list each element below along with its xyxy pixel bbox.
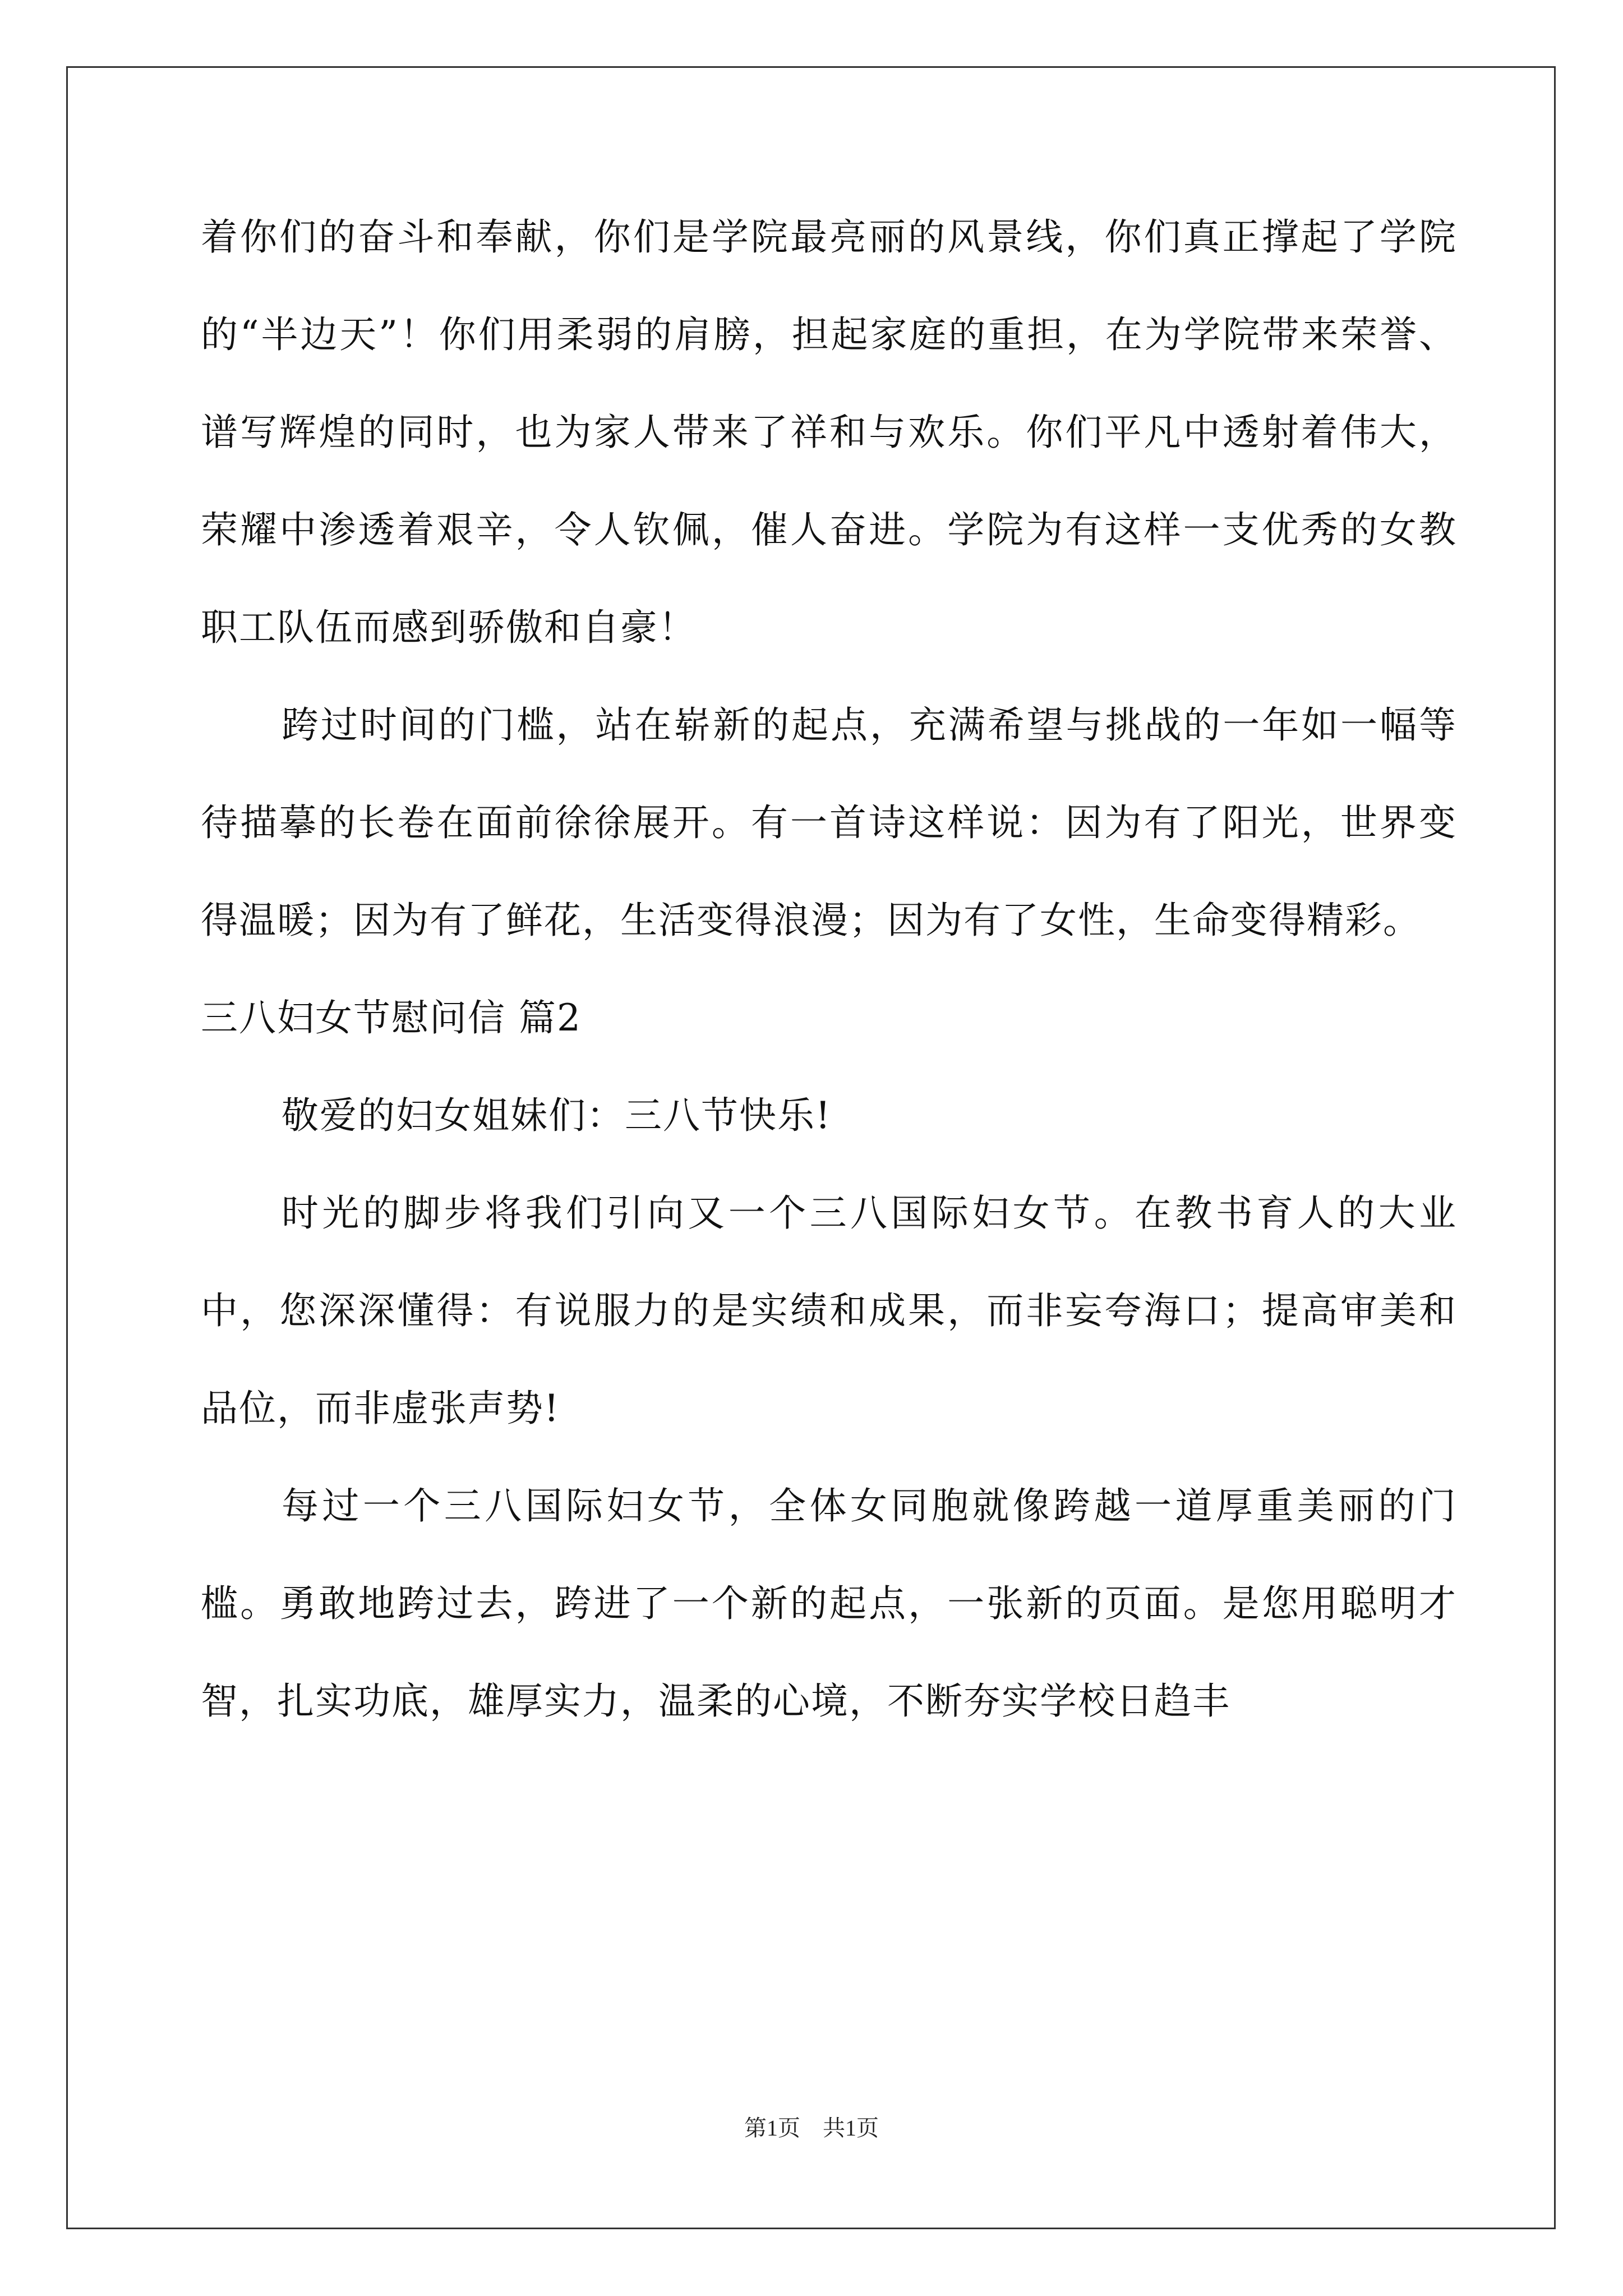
paragraph-3: 时光的脚步将我们引向又一个三八国际妇女节。在教书育人的大业中，您深深懂得：有说服力的是实绩和成果，而非妄夸海口；提高审美和品位，而非虚张声势! [201,1191,1457,1430]
paragraph-4: 每过一个三八国际妇女节，全体女同胞就像跨越一道厚重美丽的门槛。勇敢地跨过去，跨进了一个新的起点，一张新的页面。是您用聪明才智，扎实功底，雄厚实力，温柔的心境，不断夯实学校日趋丰 [201,1484,1457,1723]
paragraph-1: 着你们的奋斗和奉献，你们是学院最亮丽的风景线，你们真正撑起了学院的“半边天”！你们用柔弱的肩膀，担起家庭的重担，在为学院带来荣誉、谱写辉煌的同时，也为家人带来了祥和与欢乐。你们平凡中透射着伟大，荣耀中渗透着艰辛，令人钦佩，催人奋进。学院为有这样一支优秀的女教职工队伍而感到骄傲和自豪！ [201,215,1457,649]
paragraph-2: 跨过时间的门槛，站在崭新的起点，充满希望与挑战的一年如一幅等待描摹的长卷在面前徐徐展开。有一首诗这样说：因为有了阳光，世界变得温暖；因为有了鲜花，生活变得浪漫；因为有了女性，生命变得精彩。 [201,703,1457,942]
salutation: 敬爱的妇女姐妹们：三八节快乐! [282,1094,832,1137]
section-heading: 三八妇女节慰问信 篇2 [201,996,582,1039]
document-body [201,188,1457,1750]
page-number-footer: 第1页 共1页 [744,2115,879,2141]
